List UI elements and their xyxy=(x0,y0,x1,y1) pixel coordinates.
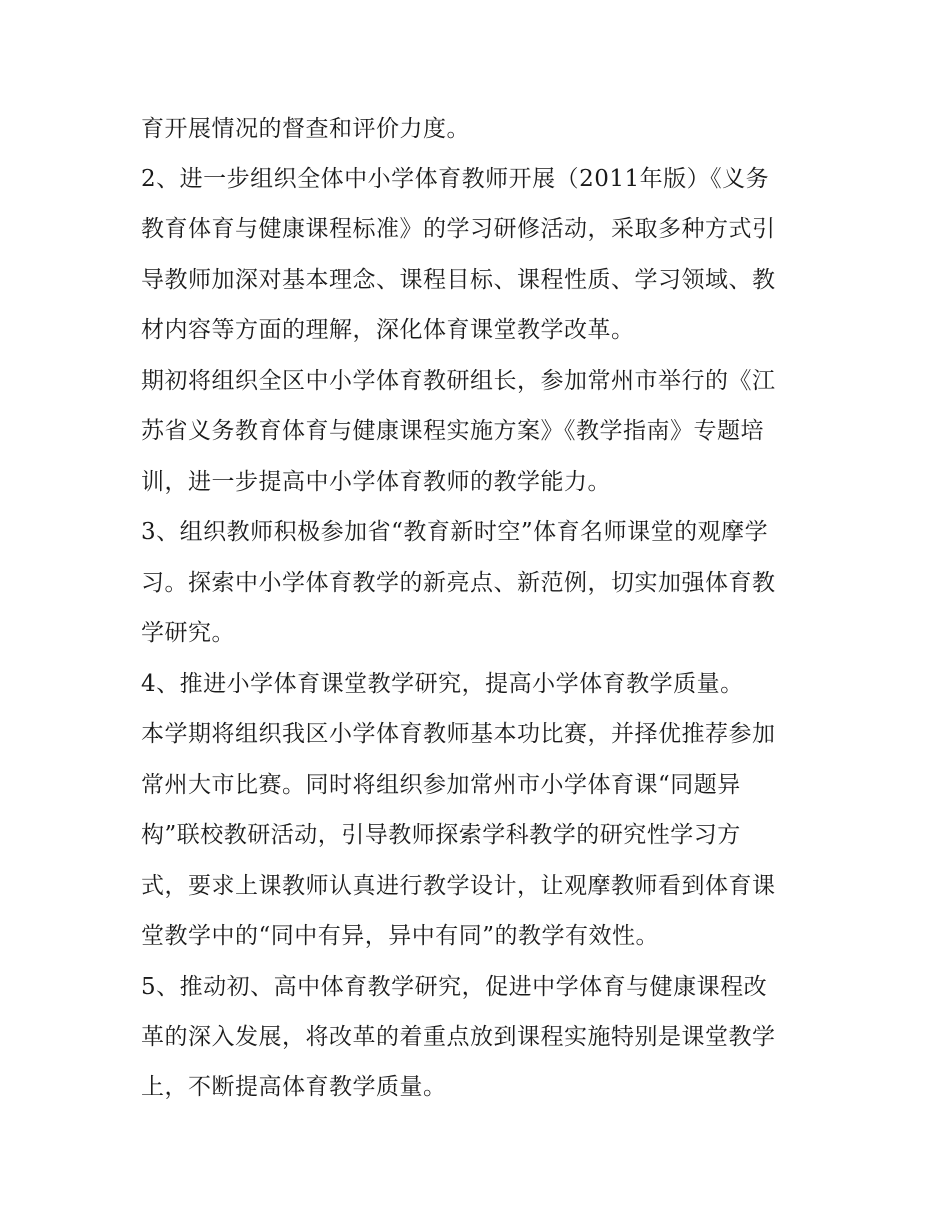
text-line: 堂教学中的“同中有异，异中有同”的教学有效性。 xyxy=(141,923,660,949)
text-line: 苏省义务教育体育与健康课程实施方案》《教学指南》专题培 xyxy=(141,418,764,444)
text-line: 5、推动初、高中体育教学研究，促进中学体育与健康课程改 xyxy=(141,974,768,1000)
text-line: 常州大市比赛。同时将组织参加常州市小学体育课“同题异 xyxy=(141,772,741,798)
text-line: 2、进一步组织全体中小学体育教师开展（2011年版）《义务 xyxy=(141,166,770,192)
text-line: 教育体育与健康课程标准》的学习研修活动，采取多种方式引 xyxy=(141,216,776,242)
text-line: 训，进一步提高中小学体育教师的教学能力。 xyxy=(141,469,611,495)
text-line: 习。探索中小学体育教学的新亮点、新范例，切实加强体育教 xyxy=(141,570,776,596)
text-line: 构”联校教研活动，引导教师探索学科教学的研究性学习方 xyxy=(141,822,741,848)
text-line: 式，要求上课教师认真进行教学设计，让观摩教师看到体育课 xyxy=(141,873,776,899)
text-line: 育开展情况的督查和评价力度。 xyxy=(141,116,470,142)
text-line: 上，不断提高体育教学质量。 xyxy=(141,1074,447,1100)
text-line: 导教师加深对基本理念、课程目标、课程性质、学习领域、教 xyxy=(141,267,776,293)
text-line: 革的深入发展，将改革的着重点放到课程实施特别是课堂教学 xyxy=(141,1024,776,1050)
text-line: 3、组织教师积极参加省“教育新时空”体育名师课堂的观摩学 xyxy=(141,519,769,545)
text-line: 本学期将组织我区小学体育教师基本功比赛，并择优推荐参加 xyxy=(141,721,776,747)
text-line: 期初将组织全区中小学体育教研组长，参加常州市举行的《江 xyxy=(141,368,776,394)
text-line: 材内容等方面的理解，深化体育课堂教学改革。 xyxy=(141,317,635,343)
text-line: 学研究。 xyxy=(141,620,235,646)
text-line: 4、推进小学体育课堂教学研究，提高小学体育教学质量。 xyxy=(141,671,744,697)
